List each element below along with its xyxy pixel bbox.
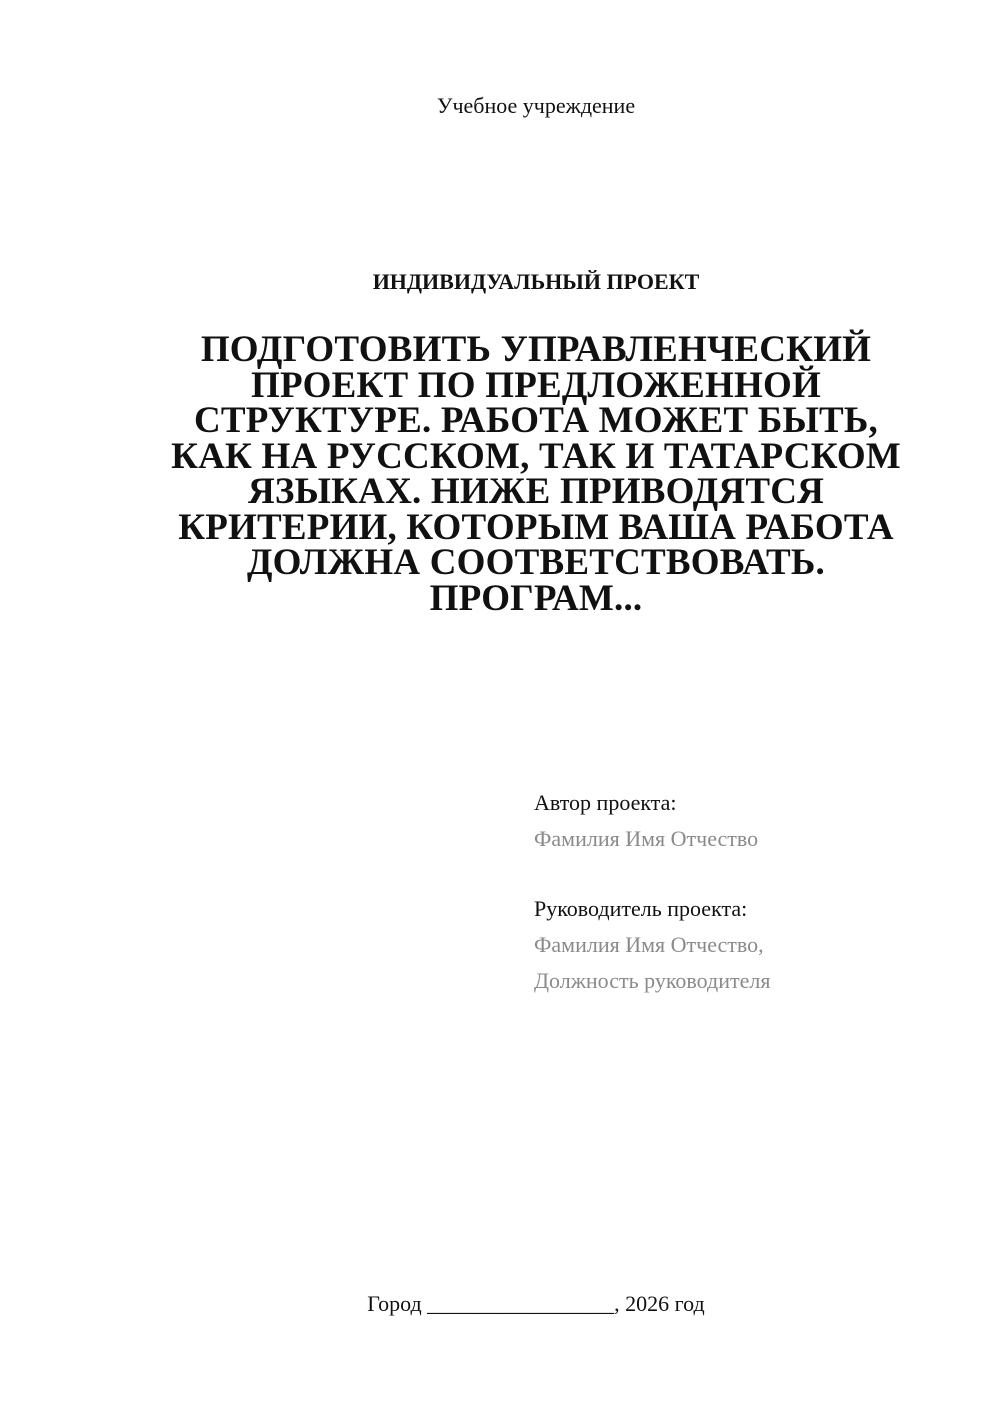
project-title-line: ПОДГОТОВИТЬ УПРАВЛЕНЧЕСКИЙ (200, 329, 872, 370)
project-title-line: ПРОЕКТ ПО ПРЕДЛОЖЕННОЙ (251, 364, 821, 406)
author-block (534, 785, 954, 857)
author-name-placeholder: Фамилия Имя Отчество (534, 826, 759, 851)
supervisor-label: Руководитель проекта: (534, 896, 748, 921)
project-title-line: ПРОГРАМ... (429, 577, 643, 619)
supervisor-block (534, 891, 954, 999)
project-type-heading: ИНДИВИДУАЛЬНЫЙ ПРОЕКТ (372, 269, 700, 294)
project-title-line: КРИТЕРИИ, КОТОРЫМ ВАША РАБОТА (178, 506, 894, 548)
author-label: Автор проекта: (534, 790, 677, 815)
project-title-line: КАК НА РУССКОМ, ТАК И ТАТАРСКОМ (171, 435, 901, 477)
project-title-line: СТРУКТУРЕ. РАБОТА МОЖЕТ БЫТЬ, (193, 400, 878, 441)
supervisor-position-placeholder: Должность руководителя (534, 968, 771, 993)
project-title-line: ЯЗЫКАХ. НИЖЕ ПРИВОДЯТСЯ (247, 471, 825, 512)
project-title (140, 329, 932, 619)
supervisor-name-placeholder: Фамилия Имя Отчество, (534, 932, 764, 957)
project-title-line: ДОЛЖНА СООТВЕТСТВОВАТЬ. (247, 542, 825, 583)
city-year-footer: Город _________________, 2026 год (367, 1291, 705, 1316)
institution-name: Учебное учреждение (436, 93, 636, 118)
